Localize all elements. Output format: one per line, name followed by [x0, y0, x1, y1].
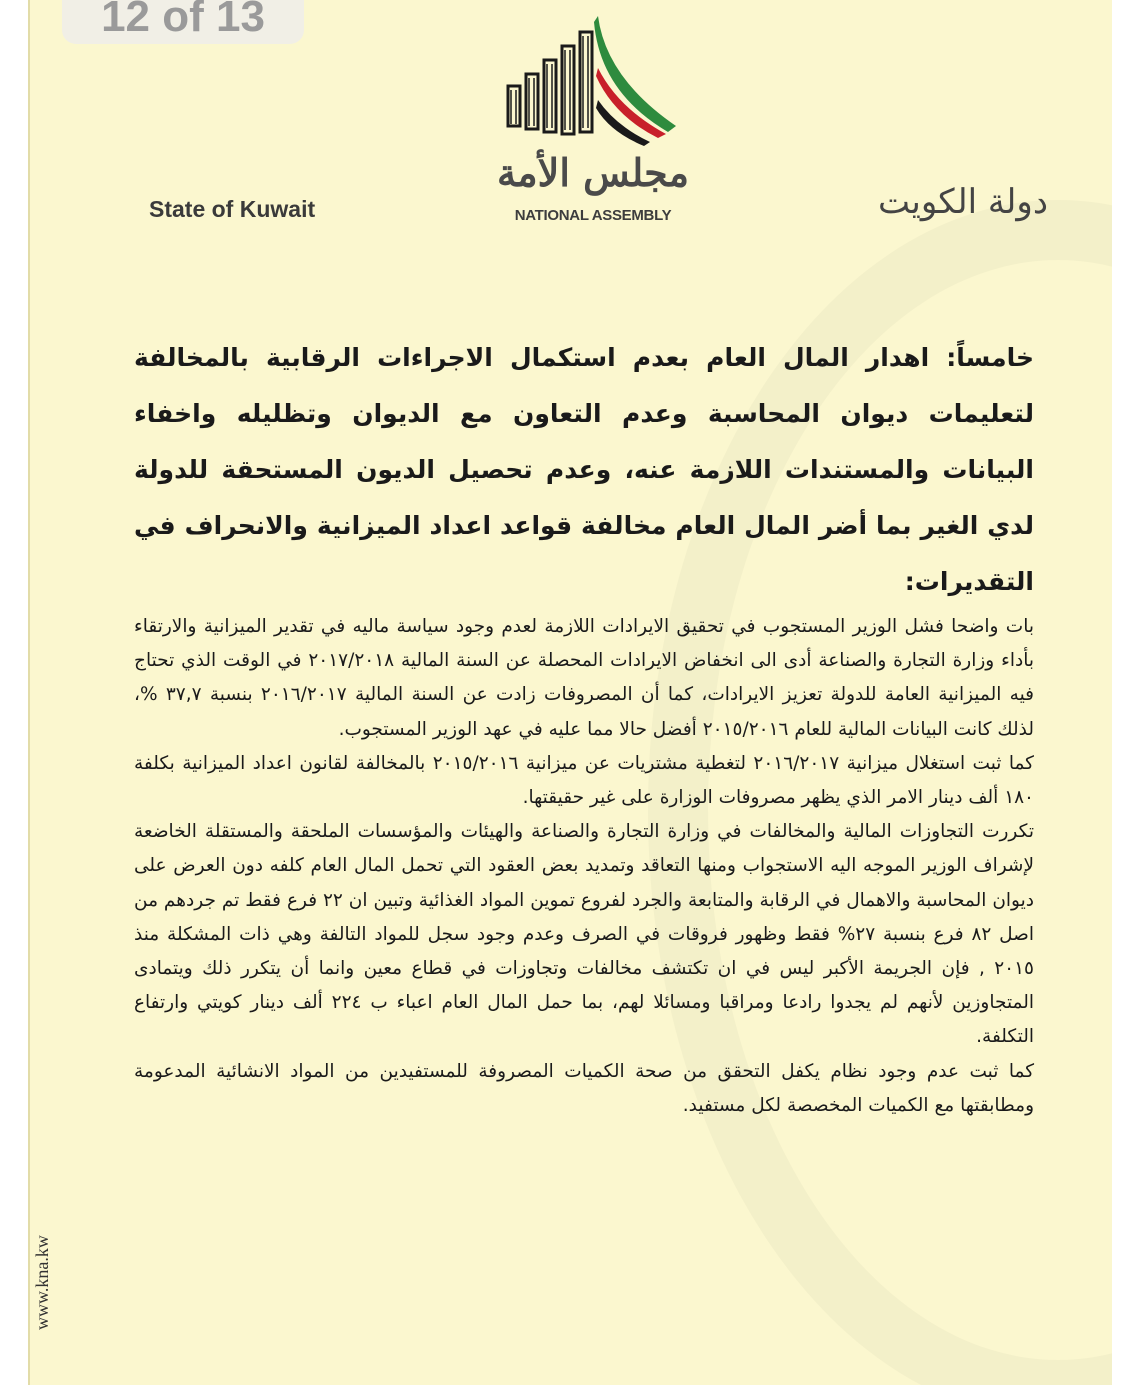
body-paragraph: تكررت التجاوزات المالية والمخالفات في وزارة التجارة والصناعة والهيئات والمؤسسات الملحقة والمستقلة الخاضعة لإشراف الوزير الموجه اليه الاستجواب ومنها التعاقد وتمديد بعض العقود التي تحمل المال العام كلفه دون العرض على ديوان المحاسبة والاهمال في الرقابة والمتابعة والجرد لفروع تموين المواد الغذائية وتبين ان ٢٢ فرع فقط تم جردهم من اصل ٨٢ فرع بنسبة ٢٧% فقط وظهور فروقات في الصرف وعدم وجود سجل للمواد التالفة وهي ذات المشكلة منذ ٢٠١٥ , فإن الجريمة الأكبر ليس في ان تكتشف مخالفات وتجاوزات في قطاع معين وانما أن يتكرر ذلك ويتمادى المتجاوزين لأنهم لم يجدوا رادعا ومراقبا ومسائلا لهم، بما حمل المال العام اعباء ب ٢٢٤ ألف دينار كويتي وارتفاع التكلفة.: [134, 821, 1035, 1048]
state-name-en: State of Kuwait: [149, 196, 316, 222]
section-heading-label: خامساً:: [946, 343, 1034, 372]
page-counter-badge: 12 of 13: [62, 0, 304, 44]
body-paragraph: كما ثبت عدم وجود نظام يكفل التحقق من صحة الكميات المصروفة للمستفيدين من المواد الانشائية المدعومة ومطابقتها مع الكميات المخصصة لكل مستفيد.: [134, 1060, 1034, 1116]
assembly-name-en: NATIONAL ASSEMBLY: [514, 207, 672, 224]
assembly-name-ar: مجلس الأمة: [496, 150, 690, 195]
body-paragraph: بات واضحا فشل الوزير المستجوب في تحقيق الايرادات اللازمة لعدم وجود سياسة ماليه في تقدير الميزانية والارتقاء بأداء وزارة التجارة والصناعة أدى الى انخفاض الايرادات المحصلة عن السنة المالية ٢٠١٧/٢٠١٨ في الوقت الذي تحتاج فيه الميزانية العامة للدولة تعزيز الايرادات، كما أن المصروفات زادت عن السنة المالية ٢٠١٦/٢٠١٧ بنسبة ٣٧,٧ %، لذلك كانت البيانات المالية للعام ٢٠١٥/٢٠١٦ أفضل حالا مما عليه في عهد الوزير المستجوب.: [134, 616, 1034, 740]
body-paragraph: كما ثبت استغلال ميزانية ٢٠١٦/٢٠١٧ لتغطية مشتريات عن ميزانية ٢٠١٥/٢٠١٦ بالمخالفة لقانون اعداد الميزانية بكلفة ١٨٠ ألف دينار الامر الذي يظهر مصروفات الوزارة على غير حقيقتها.: [134, 752, 1034, 809]
page-edge: [28, 0, 30, 1385]
section-heading: [134, 330, 1034, 610]
state-name-ar: دولة الكويت: [878, 182, 1048, 222]
section-heading-text: اهدار المال العام بعدم استكمال الاجراءات الرقابية بالمخالفة لتعليمات ديوان المحاسبة وعدم التعاون مع الديوان وتظليله واخفاء البيانات والمستندات اللازمة عنه، وعدم تحصيل الديون المستحقة للدولة لدي الغير بما أضر المال العام مخالفة قواعد اعداد الميزانية والانحراف في التقديرات:: [134, 343, 1034, 596]
national-assembly-logo-icon: [498, 8, 688, 156]
website-url[interactable]: www.kna.kw: [32, 1235, 52, 1330]
document-page: [28, 0, 1112, 1385]
document-body: [134, 330, 1034, 1123]
